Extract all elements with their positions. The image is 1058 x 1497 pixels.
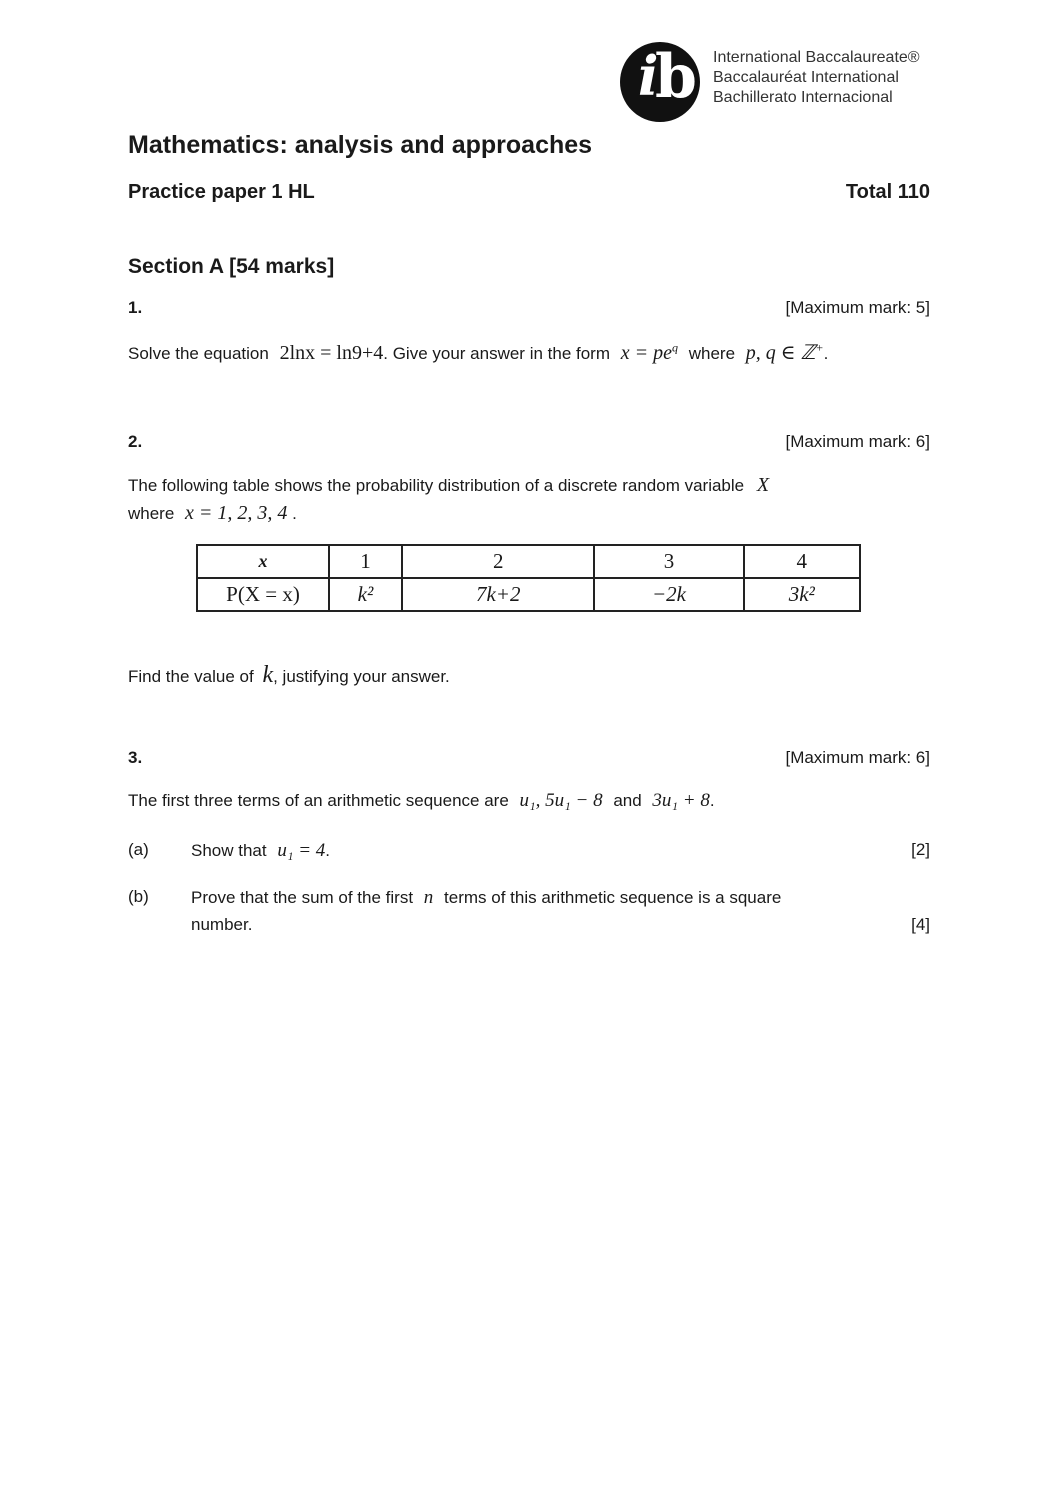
probability-table [196, 544, 861, 612]
question-3a-label: (a) [128, 840, 149, 859]
question-2-line-2: where x = 1, 2, 3, 4 . [128, 502, 297, 524]
question-3b-text-cont: number. [191, 915, 253, 934]
paper-name: Practice paper 1 HL [128, 181, 315, 203]
question-1-max-mark: [Maximum mark: 5] [785, 298, 930, 317]
question-3a-text: Show that u₁ = 4. [191, 840, 331, 861]
table-row [197, 578, 860, 611]
table-cell: 3 [594, 545, 743, 578]
question-2-k: k [262, 662, 274, 688]
logo-line-2: Baccalauréat International [713, 69, 899, 86]
ib-logo-icon: i b [620, 42, 700, 122]
table-cell: 1 [329, 545, 402, 578]
question-3a-mark: [2] [911, 840, 930, 859]
ib-logo-text [713, 48, 920, 108]
question-3b-label: (b) [128, 887, 149, 906]
table-cell: 4 [744, 545, 860, 578]
table-row [197, 545, 860, 578]
question-3-max-mark: [Maximum mark: 6] [785, 748, 930, 767]
question-1-text: Solve the equation 2lnx = ln9+4. Give your answer in the form $x = pe^q$ where p, q ∈ ℤ+. [128, 340, 829, 364]
question-2-line-1: The following table shows the probability distribution of a discrete random variable X [128, 474, 770, 496]
table-cell: 2 [402, 545, 595, 578]
table-cell: x [197, 545, 329, 578]
table-cell: −2k [594, 578, 743, 611]
table-cell: 3k² [744, 578, 860, 611]
page-title: Mathematics: analysis and approaches [128, 131, 593, 159]
question-2-domain: x = 1, 2, 3, 4 [185, 502, 288, 524]
question-3-intro: The first three terms of an arithmetic sequence are u₁, 5u₁ − 8 and 3u₁ + 8. [128, 790, 715, 811]
question-2-max-mark: [Maximum mark: 6] [785, 432, 930, 451]
question-2-find: Find the value of k, justifying your answer. [128, 662, 450, 688]
question-1-number: 1. [128, 298, 143, 317]
logo-line-1: International Baccalaureate® [713, 49, 920, 66]
question-1-equation: 2lnx = ln9+4 [279, 342, 384, 364]
question-1-set: p, q ∈ ℤ+ [745, 340, 824, 364]
section-heading: Section A [54 marks] [128, 255, 335, 278]
table-cell: 7k+2 [402, 578, 595, 611]
question-3-number: 3. [128, 748, 143, 767]
question-2-number: 2. [128, 432, 143, 451]
total-marks: Total 110 [845, 181, 930, 203]
question-3b-mark: [4] [911, 915, 930, 934]
question-1-form: $x = pe^q$ [620, 340, 678, 364]
question-3b-text: Prove that the sum of the first n terms of this arithmetic sequence is a square [191, 887, 782, 908]
table-cell: P(X = x) [197, 578, 329, 611]
table-cell: k² [329, 578, 402, 611]
logo-line-3: Bachillerato Internacional [713, 89, 893, 106]
question-2-variable: X [756, 474, 770, 496]
